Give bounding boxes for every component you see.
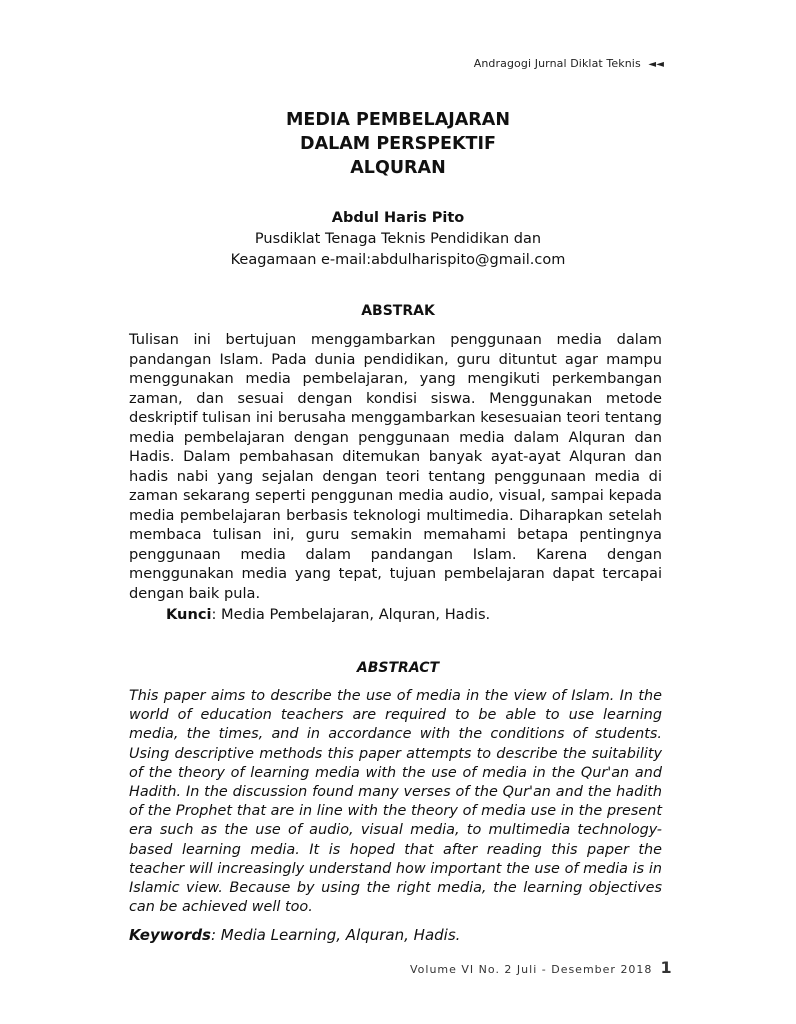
kunci-label: Kunci — [166, 606, 212, 623]
author-affiliation-line-1: Pusdiklat Tenaga Teknis Pendidikan dan — [254, 231, 542, 247]
author-name: Abdul Haris Pito — [331, 210, 465, 226]
title-line-1: MEDIA PEMBELAJARAN — [286, 110, 510, 130]
keywords-line — [129, 926, 460, 944]
keywords-label: Keywords — [129, 926, 211, 944]
author-block — [0, 208, 796, 271]
abstract-text: This paper aims to describe the use of media in the view of Islam. In the world of education teachers are required to be able to use learning media, the times, and in accordance with the conditions of students. Using descriptive methods this paper attempts to describe the suitability of the theory of learning media with the use of media in the Qur'an and Hadith. In the discussion found many verses of the Qur'an and the hadith of the Prophet that are in line with the theory of media use in the present era such as the use of audio, visual media, to multimedia technology-based learning media. It is hoped that after reading this paper the teacher will increasingly understand how important the use of media is in Islamic view. Because by using the right media, the learning objectives can be achieved well too. — [129, 688, 662, 916]
journal-name: Andragogi Jurnal Diklat Teknis — [473, 57, 641, 70]
running-head — [474, 57, 664, 70]
title-line-3: ALQURAN — [350, 158, 446, 178]
page-number: 1 — [660, 958, 673, 977]
kunci-value: : Media Pembelajaran, Alquran, Hadis. — [211, 606, 491, 623]
keywords-value: : Media Learning, Alquran, Hadis. — [210, 926, 461, 944]
abstrak-heading: ABSTRAK — [361, 303, 435, 319]
kunci-line — [166, 606, 490, 623]
paper-title — [0, 108, 796, 180]
abstract-heading: ABSTRACT — [356, 660, 440, 676]
double-arrow-left-icon: ◄◄ — [648, 59, 664, 70]
footer-volume: Volume VI No. 2 Juli - Desember 2018 — [410, 963, 653, 976]
author-affiliation-line-2: Keagamaan e-mail:abdulharispito@gmail.com — [230, 252, 566, 268]
page-footer — [410, 958, 673, 977]
abstrak-text: Tulisan ini bertujuan menggambarkan penggunaan media dalam pandangan Islam. Pada dunia pendidikan, guru dituntut agar mampu menggunakan media pembelajaran, yang mengikuti perkembangan zaman, dan sesuai dengan kondisi siswa. Menggunakan metode deskriptif tulisan ini berusaha menggambarkan kesesuaian teori tentang media pembelajaran dengan penggunaan media dalam Alquran dan Hadis. Dalam pembahasan ditemukan banyak ayat-ayat Alquran dan hadis nabi yang sejalan dengan teori tentang penggunaan media di zaman sekarang seperti penggunan media audio, visual, sampai kepada media pembelajaran berbasis teknologi multimedia. Diharapkan setelah membaca tulisan ini, guru semakin memahami betapa pentingnya penggunaan media dalam pandangan Islam. Karena dengan menggunakan media yang tepat, tujuan pembelajaran dapat tercapai dengan baik pula. — [129, 331, 662, 602]
title-line-2: DALAM PERSPEKTIF — [300, 134, 496, 154]
